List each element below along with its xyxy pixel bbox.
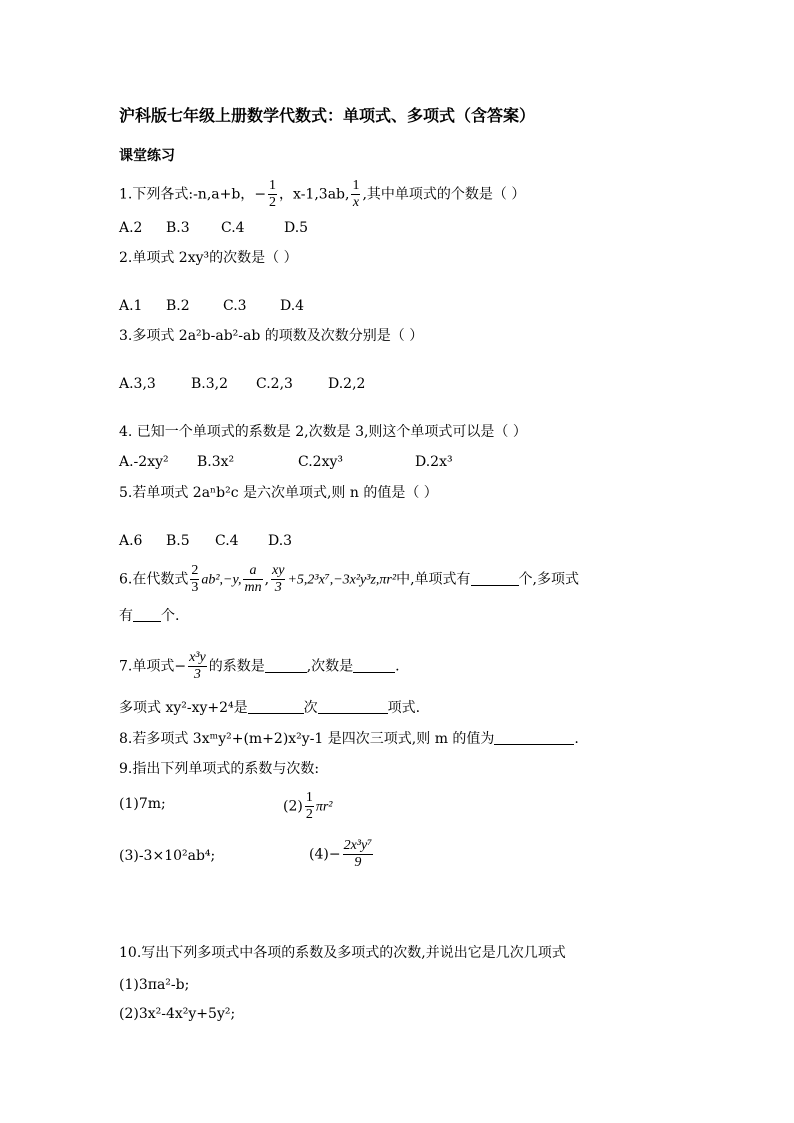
q7-line2-mid: 次	[303, 700, 318, 716]
q4-option-b: B.3x²	[197, 454, 235, 470]
q8-blank[interactable]	[494, 730, 574, 745]
q9-item-4-fraction	[343, 838, 374, 871]
q6-line-2	[119, 606, 179, 626]
q5-option-c: C.4	[215, 533, 239, 549]
q2-option-b: B.2	[166, 298, 190, 314]
q1-prefix: 1.下列各式:-n,a+b，	[119, 186, 255, 203]
q7-line2-prefix: 多项式 xy²-xy+2⁴是	[119, 700, 248, 716]
q7-fraction	[188, 650, 207, 683]
q1-fraction-1-den: 2	[269, 195, 277, 210]
q6-fraction-1-num: 2	[191, 563, 199, 578]
q7-end: .	[395, 658, 400, 675]
q6-blank-1[interactable]	[471, 571, 519, 586]
q9-item-4-den: 9	[354, 855, 362, 870]
q6-fraction-3-den: 3	[274, 580, 282, 595]
q2-options	[119, 296, 304, 316]
q3-options	[119, 374, 365, 394]
question-8	[119, 729, 579, 749]
q1-fraction-1-num: 1	[269, 178, 277, 193]
q4-option-d: D.2x³	[415, 454, 453, 470]
q6-term-1-tail: ab²,−y,	[201, 572, 242, 588]
q6-fraction-3-num: xy	[272, 563, 285, 578]
q8-prefix: 8.若多项式 3xᵐy²+(m+2)x²y-1 是四次三项式,则 m 的值为	[119, 731, 495, 747]
q9-item-4-prefix: (4)−	[309, 846, 341, 863]
question-6	[119, 563, 579, 596]
q9-item-2	[283, 790, 333, 823]
question-10: 10.写出下列多项式中各项的系数及多项式的次数,并说出它是几次几项式	[119, 945, 566, 961]
q3-option-a: A.3,3	[119, 376, 156, 392]
q9-item-2-tail: πr²	[315, 799, 333, 815]
q1-fraction-2-den: x	[352, 195, 360, 210]
question-1	[119, 178, 525, 211]
q7-mid2: ,次数是	[306, 658, 354, 675]
q1-neg: −	[254, 186, 267, 203]
q7-blank-4[interactable]	[318, 699, 388, 714]
q10-item-2: (2)3x²-4x²y+5y²;	[119, 1006, 236, 1022]
q6-blank-2[interactable]	[133, 607, 161, 622]
q6-suffix: 个,多项式	[518, 571, 579, 588]
q6-mid: 中,单项式有	[396, 571, 471, 588]
q6-fraction-2-den: mn	[244, 580, 262, 595]
q4-option-a: A.-2xy²	[119, 454, 169, 470]
q4-options	[119, 452, 453, 472]
q4-option-c: C.2xy³	[298, 454, 343, 470]
q9-item-2-prefix: (2)	[283, 798, 303, 815]
question-7	[119, 650, 400, 683]
q7-fraction-num: x³y	[189, 650, 206, 665]
q1-option-d: D.5	[284, 220, 309, 236]
q2-option-c: C.3	[223, 298, 247, 314]
q1-fraction-2-num: 1	[352, 178, 360, 193]
q7-blank-3[interactable]	[248, 699, 304, 714]
q1-option-a: A.2	[119, 220, 143, 236]
q5-options	[119, 531, 292, 551]
q6-fraction-3	[271, 563, 285, 596]
q7-blank-degree[interactable]	[353, 658, 395, 673]
q9-item-2-fraction	[305, 790, 314, 823]
q2-option-d: D.4	[280, 298, 305, 314]
q9-item-4-num: 2x³y⁷	[343, 838, 373, 853]
question-5: 5.若单项式 2aⁿb²c 是六次单项式,则 n 的值是（ ）	[119, 485, 438, 501]
q6-comma: ,	[264, 571, 270, 588]
q1-fraction-2	[351, 178, 360, 211]
q7-prefix: 7.单项式−	[119, 658, 187, 675]
q1-option-c: C.4	[221, 220, 245, 236]
question-3: 3.多项式 2a²b-ab²-ab 的项数及次数分别是（ ）	[119, 328, 424, 344]
q6-fraction-1-den: 3	[191, 580, 199, 595]
q6-line2-prefix: 有	[119, 608, 133, 624]
q5-option-d: D.3	[268, 533, 293, 549]
q3-option-c: C.2,3	[256, 376, 293, 392]
q9-item-2-den: 2	[305, 807, 313, 822]
q7-line2-end: 项式.	[387, 700, 421, 716]
q9-item-1: (1)7m;	[119, 796, 166, 812]
q7-blank-coefficient[interactable]	[265, 658, 307, 673]
q7-fraction-den: 3	[193, 667, 201, 682]
q3-option-b: B.3,2	[191, 376, 229, 392]
q5-option-a: A.6	[119, 533, 143, 549]
q1-mid: ，x-1,3ab,	[279, 186, 350, 203]
q6-prefix: 6.在代数式	[119, 571, 189, 588]
q1-options	[119, 218, 308, 238]
q1-suffix: ,其中单项式的个数是（ ）	[362, 186, 526, 203]
q2-option-a: A.1	[119, 298, 143, 314]
q7-line-2	[119, 698, 420, 718]
q1-fraction-1	[268, 178, 277, 211]
q9-item-3: (3)-3×10²ab⁴;	[119, 848, 216, 864]
page-title: 沪科版七年级上册数学代数式：单项式、多项式（含答案）	[119, 106, 536, 125]
q1-option-b: B.3	[166, 220, 190, 236]
q6-term-3-tail: +5,2³x⁷,−3x²y³z,πr²	[287, 572, 397, 588]
q9-item-2-num: 1	[305, 790, 313, 805]
q9-item-4	[309, 838, 375, 871]
q10-item-1: (1)3πa²-b;	[119, 977, 190, 993]
q7-mid: 的系数是	[208, 658, 265, 675]
question-9: 9.指出下列单项式的系数与次数:	[119, 761, 320, 777]
question-2: 2.单项式 2xy³的次数是（ ）	[119, 250, 298, 266]
q6-fraction-2-num: a	[243, 563, 262, 580]
question-4: 4. 已知一个单项式的系数是 2,次数是 3,则这个单项式可以是（ ）	[119, 424, 527, 440]
q5-option-b: B.5	[166, 533, 190, 549]
q6-fraction-2	[243, 563, 262, 596]
q3-option-d: D.2,2	[328, 376, 366, 392]
section-heading: 课堂练习	[119, 148, 175, 164]
q6-line2-suffix: 个.	[161, 608, 180, 624]
q6-fraction-1	[190, 563, 199, 596]
q8-end: .	[574, 731, 579, 747]
